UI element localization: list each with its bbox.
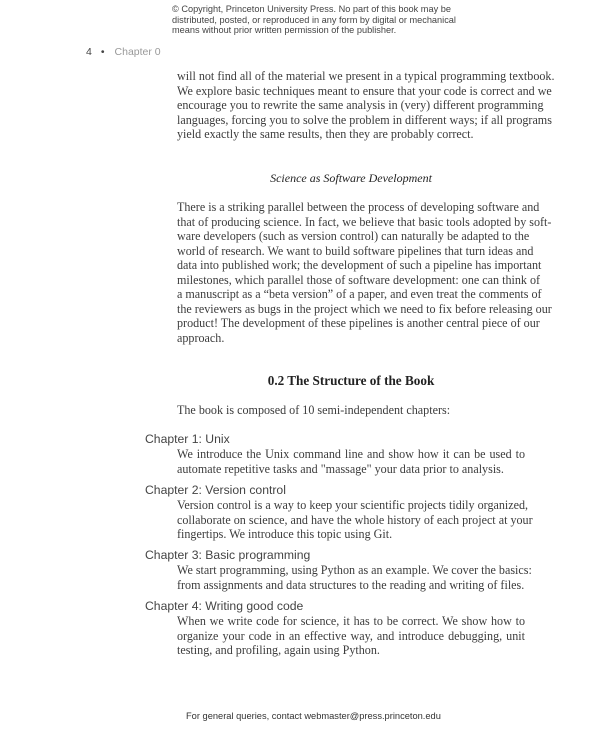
- copyright-line: © Copyright, Princeton University Press. No part of this book may be: [172, 4, 451, 14]
- running-header: [86, 46, 161, 58]
- text-line: ware developers (such as version control) can naturally be adapted to the: [177, 229, 530, 244]
- text-line: When we write code for science, it has to be correct. We show how to: [177, 614, 525, 628]
- text-line: from assignments and data structures to the reading and writing of files.: [177, 577, 525, 592]
- text-line: will not find all of the material we present in a typical programming textbook.: [177, 69, 555, 83]
- text-line: that of producing science. In fact, we believe that basic tools adopted by soft-: [177, 214, 552, 229]
- chapter-title: Chapter 2: Version control: [145, 483, 286, 497]
- text-line: collaborate on science, and have the whole history of each project at your: [177, 512, 533, 527]
- text-line: fingertips. We introduce this topic using Git.: [177, 527, 393, 542]
- text-line: data into published work; the development of such a pipeline has important: [177, 258, 542, 273]
- subheading: Science as Software Development: [270, 171, 432, 185]
- text-line: We explore basic techniques meant to ensure that your code is correct and we: [177, 83, 552, 98]
- text-line: world of research. We want to build software pipelines that turn ideas and: [177, 243, 534, 258]
- chapter-description: [177, 498, 533, 542]
- footer-contact: For general queries, contact webmaster@press.princeton.edu: [186, 711, 441, 721]
- intro-text: The book is composed of 10 semi-independent chapters:: [177, 403, 451, 417]
- chapter-description: [177, 563, 532, 592]
- text-line: automate repetitive tasks and "massage" your data prior to analysis.: [177, 461, 504, 476]
- text-line: yield exactly the same results, then they are probably correct.: [177, 127, 474, 142]
- text-line: a manuscript as a “beta version” of a paper, and even treat the comments of: [177, 287, 542, 302]
- text-line: Version control is a way to keep your scientific projects tidily organized,: [177, 498, 529, 512]
- chapter-description: [177, 447, 525, 476]
- text-line: languages, forcing you to solve the problem in different ways; if all programs: [177, 112, 552, 127]
- bullet-separator: •: [100, 46, 105, 58]
- text-line: product! The development of these pipelines is another central piece of our: [177, 316, 540, 331]
- text-line: encourage you to rewrite the same analysis in (very) different programming: [177, 98, 544, 113]
- chapter-label: Chapter 0: [114, 46, 161, 58]
- text-line: There is a striking parallel between the process of developing software and: [177, 200, 540, 214]
- section-heading: 0.2 The Structure of the Book: [267, 373, 435, 388]
- text-line: testing, and profiling, again using Python.: [177, 643, 380, 658]
- page-number: 4: [86, 46, 92, 58]
- copyright-line: means without prior written permission of the publisher.: [172, 25, 397, 36]
- text-line: organize your code in an effective way, and introduce debugging, unit: [177, 628, 525, 643]
- copyright-notice: [172, 4, 456, 36]
- text-line: approach.: [177, 330, 225, 345]
- text-line: the reviewers as bugs in the project which we need to fix before releasing our: [177, 301, 552, 316]
- chapter-title: Chapter 4: Writing good code: [145, 599, 304, 613]
- chapter-title: Chapter 3: Basic programming: [145, 548, 311, 562]
- chapter-description: [177, 614, 525, 658]
- text-line: We introduce the Unix command line and show how it can be used to: [177, 447, 525, 461]
- chapter-title: Chapter 1: Unix: [145, 432, 230, 446]
- paragraph-1: [177, 69, 555, 142]
- text-line: We start programming, using Python as an example. We cover the basics:: [177, 563, 532, 577]
- text-line: milestones, which parallel those of software development: one can think of: [177, 272, 541, 287]
- paragraph-2: [177, 200, 552, 345]
- copyright-line: distributed, posted, or reproduced in any form by digital or mechanical: [172, 14, 456, 25]
